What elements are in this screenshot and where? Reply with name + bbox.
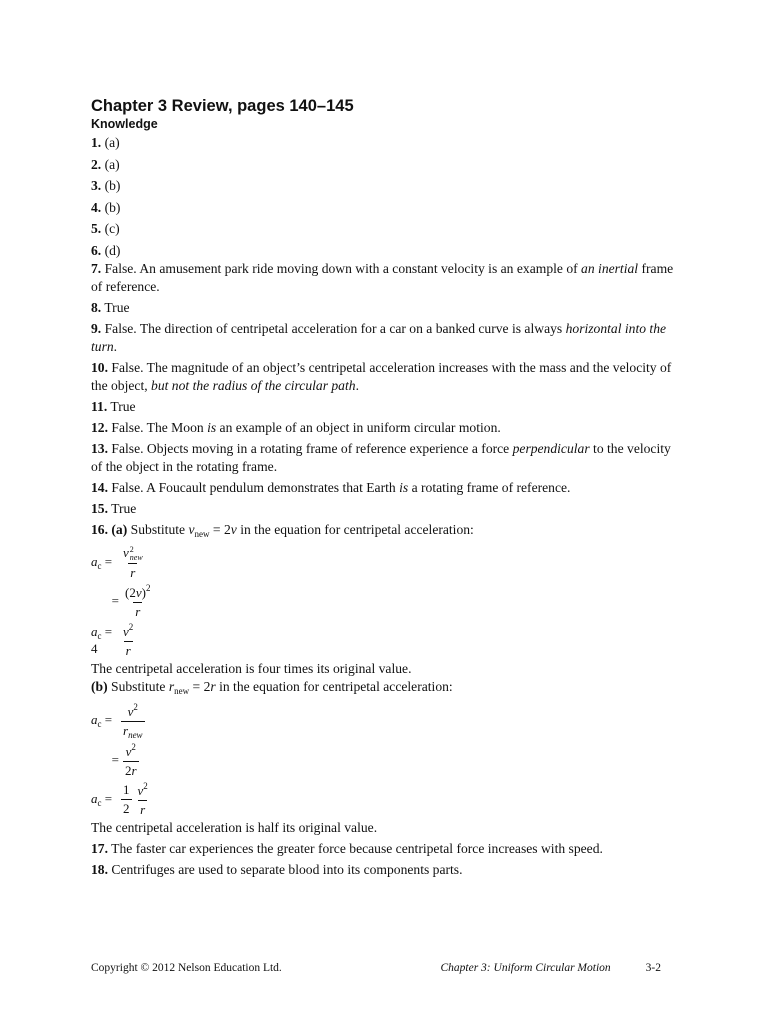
document-page [91, 96, 681, 882]
equation-b-line3: $a_c$ = $\frac{1}{2}$ $\frac{v^2}{r}$ [91, 780, 148, 817]
page-footer [91, 962, 661, 974]
answer-16a-intro: 16. (a) Substitute $v_{new} = 2v$ in the equation for centripetal acceleration: [91, 521, 474, 539]
answer-18: 18. Centrifuges are used to separate blood into its components parts. [91, 861, 463, 877]
result-b: The centripetal acceleration is half its original value. [91, 819, 378, 835]
equation-block-b [91, 702, 681, 818]
page-title: Chapter 3 Review, pages 140–145 [91, 97, 354, 115]
answer-1: 1. (a) [91, 135, 120, 150]
equation-b-line2: = $\frac{v^2}{2r}$ [111, 741, 137, 778]
equation-b-line1: $a_c$ = $\frac{v^2}{r_{new}}$ [91, 701, 143, 740]
section-heading: Knowledge [91, 117, 158, 131]
answer-7: 7. False. An amusement park ride moving down with a constant velocity is an example of an inertial frame of reference. [91, 260, 674, 294]
answer-10: 10. False. The magnitude of an object’s centripetal acceleration increases with the mass and the velocity of the object, but not the radius of the circular path. [91, 359, 672, 393]
answer-5: 5. (c) [91, 221, 120, 237]
result-a: The centripetal acceleration is four times its original value. [91, 660, 412, 676]
answer-17: 17. The faster car experiences the greater force because centripetal force increases with speed. [91, 840, 603, 856]
answer-4: 4. (b) [91, 199, 121, 215]
answer-14: 14. False. A Foucault pendulum demonstrates that Earth is a rotating frame of reference. [91, 479, 571, 495]
chapter-title: Chapter 3: Uniform Circular Motion [440, 962, 611, 974]
answer-9: 9. False. The direction of centripetal acceleration for a car on a banked curve is always horizontal into the turn. [91, 320, 667, 354]
answer-6: 6. (d) [91, 242, 121, 258]
page-number: 3-2 [645, 962, 661, 974]
equation-a-line3: $a_c = 4$ $\frac{v^2}{r}$ [91, 621, 134, 658]
answer-2: 2. (a) [91, 156, 120, 172]
answer-11: 11. True [91, 398, 136, 414]
answer-16b-intro: (b) Substitute $r_{new} = 2r$ in the equation for centripetal acceleration: [91, 678, 453, 696]
answer-15: 15. True [91, 500, 137, 516]
answer-3: 3. (b) [91, 178, 121, 194]
copyright-text: Copyright © 2012 Nelson Education Ltd. [91, 962, 282, 974]
equation-a-line1: $a_c$ = v 2 new r [91, 544, 143, 580]
answer-8: 8. True [91, 299, 130, 315]
answer-13: 13. False. Objects moving in a rotating frame of reference experience a force perpendicular to the velocity of the object in the rotating frame. [91, 440, 671, 474]
answer-12: 12. False. The Moon is an example of an object in uniform circular motion. [91, 419, 501, 435]
equation-a-line2: = $\frac{(2v)^2}{r}$ [111, 582, 151, 619]
equation-block-a [91, 545, 681, 659]
